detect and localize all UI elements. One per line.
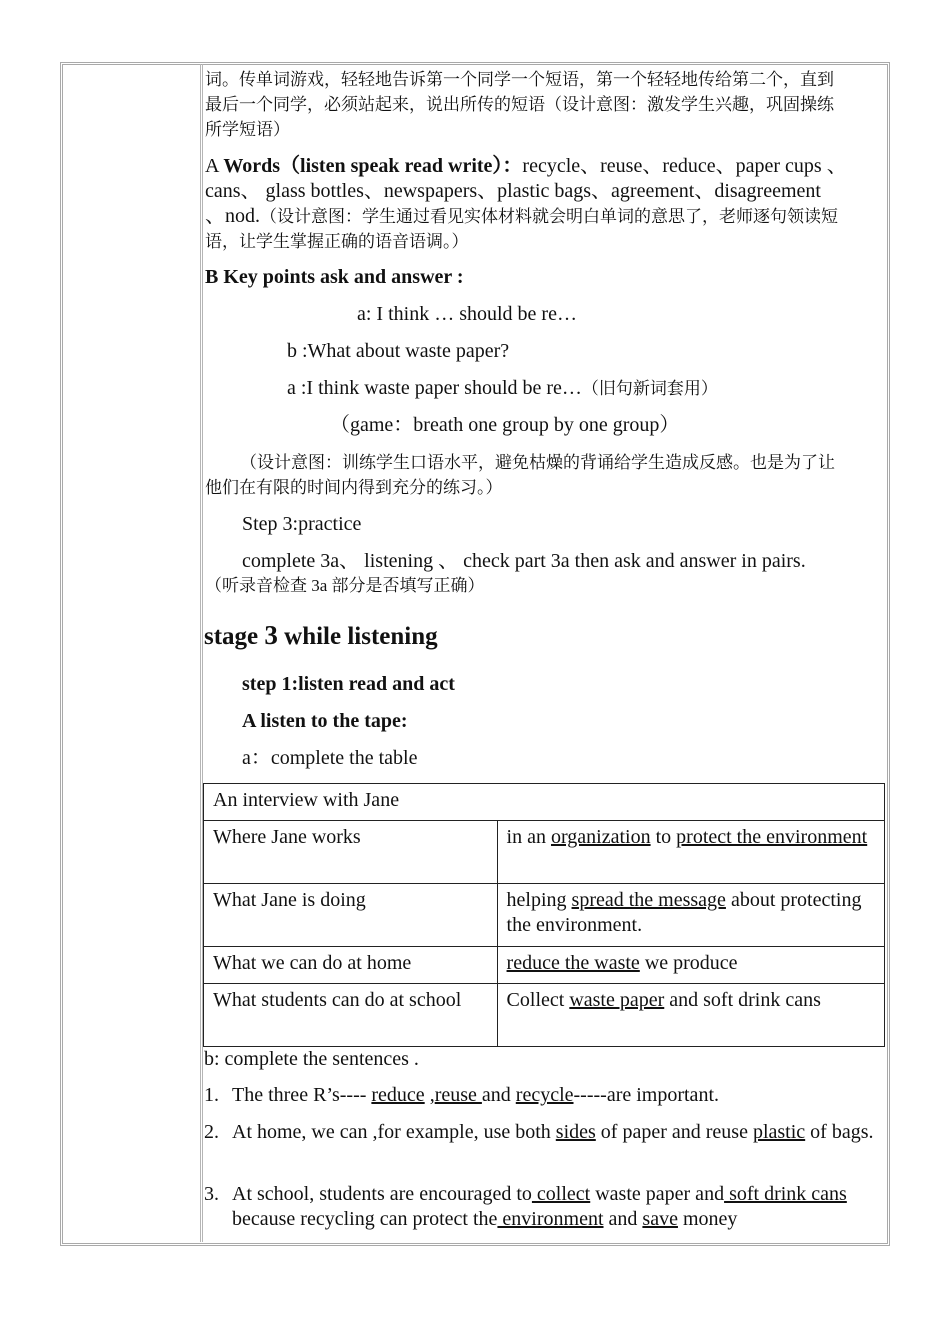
- text-fragment: we produce: [639, 952, 738, 974]
- table-task: a：complete the table: [242, 747, 418, 769]
- answer-blank: waste paper: [569, 989, 665, 1011]
- words-note-2: 语，让学生掌握正确的语音语调。）: [205, 232, 469, 251]
- keypoints-title: B Key points ask and answer :: [205, 266, 464, 288]
- keypoints-a2-note: （旧句新词套用）: [581, 379, 718, 398]
- text-fragment: and soft drink cans: [664, 989, 821, 1011]
- keypoints-note-2: 他们在有限的时间内得到充分的练习。）: [205, 478, 503, 497]
- words-list-2: cans、 glass bottles、newspapers、plastic bags、agreement、disagreement: [205, 180, 821, 202]
- answer-blank: reduce the waste: [506, 952, 640, 974]
- interview-table: [203, 783, 885, 1047]
- text-fragment: because recycling can protect the: [232, 1208, 498, 1230]
- table-cell-left: What students can do at school: [204, 984, 498, 1047]
- answer-blank: reduce: [371, 1084, 425, 1106]
- table-row: [204, 884, 885, 947]
- answer-blank: organization: [550, 826, 651, 848]
- text-fragment: -----are important.: [573, 1084, 719, 1106]
- table-cell-right: [497, 984, 884, 1047]
- text-fragment: waste paper and: [590, 1183, 725, 1205]
- text-fragment: and: [481, 1084, 516, 1106]
- words-line-3: [205, 204, 838, 229]
- keypoints-game: （game：breath one group by one group）: [330, 414, 680, 436]
- text-fragment: helping: [506, 889, 572, 911]
- table-cell-right: [497, 821, 884, 884]
- text-fragment: At home, we can ,for example, use both: [232, 1121, 556, 1143]
- intro-line-3: 所学短语）: [205, 120, 290, 139]
- practice-line: complete 3a、 listening 、 check part 3a then ask and answer in pairs.: [242, 550, 806, 572]
- keypoints-a1: a: I think … should be re…: [357, 303, 577, 325]
- words-list-3: 、nod.: [205, 205, 260, 227]
- table-cell-right: [497, 947, 884, 984]
- text-fragment: The three R’s----: [232, 1084, 372, 1106]
- answer-blank: protect the environment: [676, 826, 868, 848]
- sentence-3: [232, 1182, 884, 1232]
- table-cell-left: What Jane is doing: [204, 884, 498, 947]
- keypoints-b1: b :What about waste paper?: [287, 340, 510, 362]
- answer-blank: environment: [497, 1208, 604, 1230]
- practice-step: Step 3:practice: [242, 513, 362, 535]
- keypoints-a2: [287, 376, 718, 401]
- sentence-num-2: 2.: [204, 1121, 219, 1143]
- intro-line-2: 最后一个同学，必须站起来，说出所传的短语（设计意图：激发学生兴趣，巩固操练: [205, 95, 834, 114]
- table-cell-left: Where Jane works: [204, 821, 498, 884]
- table-row: [204, 821, 885, 884]
- step1-title: step 1:listen read and act: [242, 673, 455, 695]
- table-row: [204, 947, 885, 984]
- text-fragment: about protecting the environment.: [506, 889, 862, 936]
- listen-tape: A listen to the tape:: [242, 710, 408, 732]
- words-label: A: [205, 155, 219, 177]
- stage-heading-number: 3: [264, 620, 278, 650]
- table-header: An interview with Jane: [204, 784, 885, 821]
- words-line-1: [205, 154, 847, 179]
- text-fragment: At school, students are encouraged to: [232, 1183, 532, 1205]
- text-fragment: in an: [506, 826, 551, 848]
- text-fragment: of bags.: [805, 1121, 874, 1143]
- sentence-num-3: 3.: [204, 1183, 219, 1205]
- answer-blank: save: [642, 1208, 678, 1230]
- table-row: [204, 984, 885, 1047]
- table-cell-right: [497, 884, 884, 947]
- text-fragment: ,: [424, 1084, 435, 1106]
- text-fragment: money: [677, 1208, 738, 1230]
- answer-blank: plastic: [752, 1121, 806, 1143]
- words-title: Words（listen speak read write）：: [223, 155, 523, 177]
- sentence-2: [232, 1120, 878, 1145]
- keypoints-note-1: （设计意图：训练学生口语水平，避免枯燥的背诵给学生造成反感。也是为了让: [240, 453, 835, 472]
- text-fragment: and: [603, 1208, 643, 1230]
- answer-blank: reuse: [434, 1084, 482, 1106]
- answer-blank: collect: [531, 1183, 591, 1205]
- text-fragment: of paper and reuse: [595, 1121, 753, 1143]
- intro-line-1: 词。传单词游戏，轻轻地告诉第一个同学一个短语，第一个轻轻地传给第二个，直到: [205, 70, 834, 89]
- keypoints-a2-text: a :I think waste paper should be re…: [287, 377, 582, 399]
- stage-heading: [204, 619, 438, 653]
- page-frame: [60, 62, 890, 1246]
- sentence-num-1: 1.: [204, 1084, 219, 1106]
- stage-heading-subtitle: while listening: [277, 623, 438, 650]
- sentences-task: b: complete the sentences .: [204, 1048, 419, 1070]
- text-fragment: Collect: [506, 989, 570, 1011]
- practice-note: （听录音检查 3a 部分是否填写正确）: [205, 576, 485, 595]
- text-fragment: to: [650, 826, 677, 848]
- answer-blank: recycle: [515, 1084, 574, 1106]
- stage-heading-word: stage: [204, 623, 265, 650]
- answer-blank: spread the message: [571, 889, 726, 911]
- words-note-1: （设计意图：学生通过看见实体材料就会明白单词的意思了，老师逐句领读短: [260, 207, 838, 226]
- words-list-1: recycle、reuse、reduce、paper cups 、: [522, 155, 847, 177]
- table-cell-left: What we can do at home: [204, 947, 498, 984]
- answer-blank: soft drink cans: [724, 1183, 847, 1205]
- answer-blank: sides: [555, 1121, 596, 1143]
- sentence-1: [232, 1083, 882, 1108]
